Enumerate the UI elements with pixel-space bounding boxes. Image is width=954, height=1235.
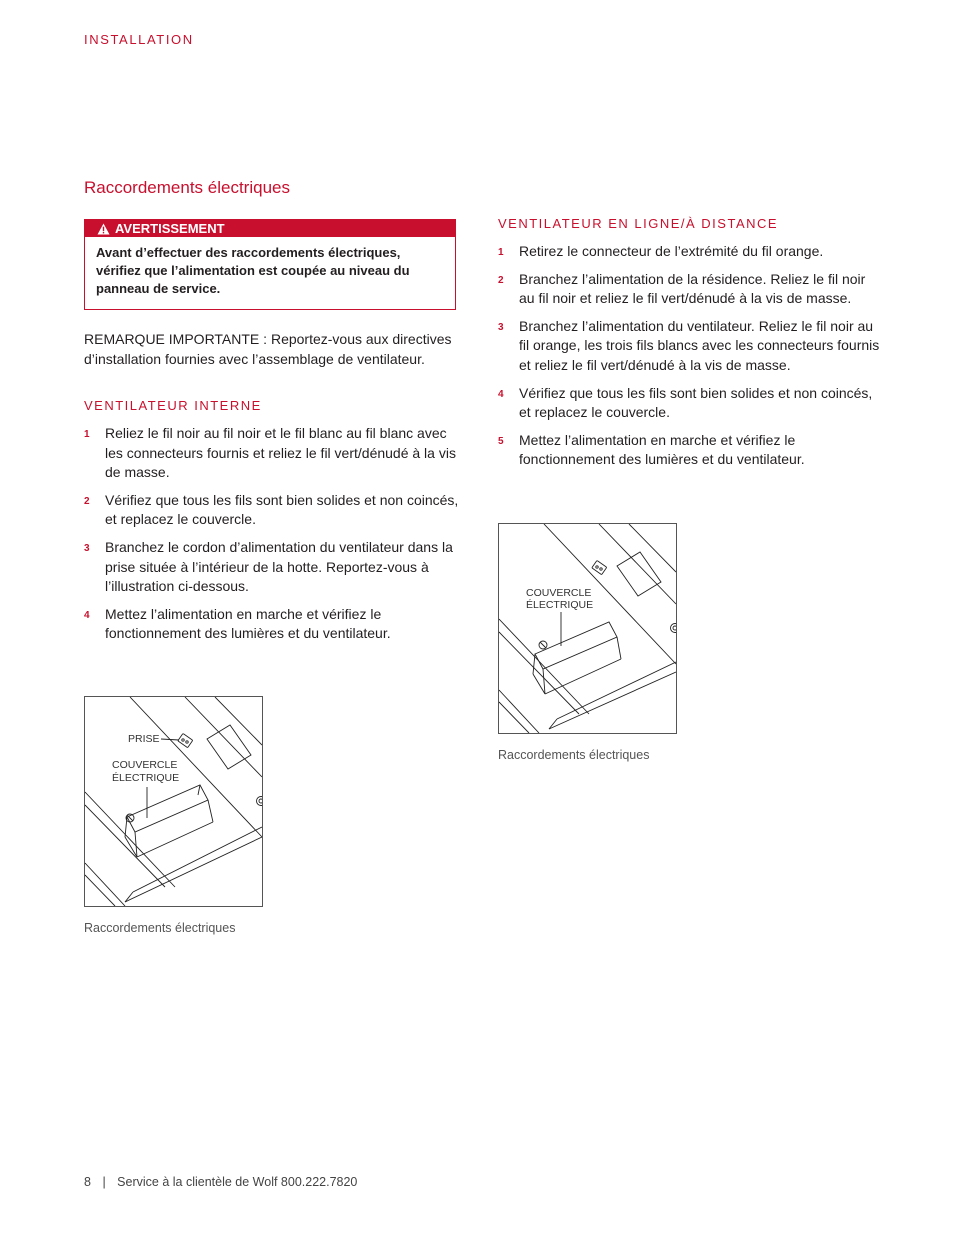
- step-number: 4: [498, 388, 504, 400]
- remote-fan-heading: VENTILATEUR EN LIGNE/À DISTANCE: [498, 216, 779, 231]
- footer-separator: |: [102, 1175, 106, 1189]
- note-text: Reportez-vous aux directives d’installation fournies avec l’assemblage de ventilateur.: [84, 331, 452, 367]
- outlet-label: PRISE: [128, 733, 160, 745]
- hood-wiring-drawing: [499, 524, 676, 733]
- list-item: [84, 605, 466, 644]
- remote-fan-steps: [498, 242, 880, 478]
- list-item: [84, 424, 466, 483]
- warning-triangle-icon: [97, 223, 110, 235]
- cover-label-line1: COUVERCLE: [112, 759, 178, 771]
- warning-text: Avant d’effectuer des raccordements électriques, vérifiez que l’alimentation est coupée au niveau du panneau de service.: [96, 245, 410, 296]
- step-number: 1: [84, 429, 90, 440]
- step-number: 3: [84, 542, 90, 554]
- cover-label-line2: ÉLECTRIQUE: [112, 772, 180, 784]
- step-number: 5: [498, 435, 504, 447]
- remote-figure-caption: Raccordements électriques: [498, 748, 650, 762]
- step-text: Mettez l’alimentation en marche et vérifiez le fonctionnement des lumières et du ventilateur.: [105, 605, 391, 642]
- step-number: 2: [84, 495, 90, 507]
- internal-fan-heading: VENTILATEUR INTERNE: [84, 398, 262, 413]
- warning-label: AVERTISSEMENT: [115, 221, 225, 236]
- warning-bar: [85, 220, 455, 237]
- list-item: [498, 242, 880, 262]
- running-header: INSTALLATION: [84, 32, 194, 47]
- list-item: [84, 538, 466, 597]
- step-text: Vérifiez que tous les fils sont bien solides et non coincés, et replacez le couvercle.: [105, 491, 459, 528]
- list-item: [498, 317, 880, 376]
- step-number: 2: [498, 274, 504, 286]
- step-number: 1: [498, 247, 504, 258]
- list-item: [84, 491, 466, 530]
- step-number: 3: [498, 321, 504, 333]
- step-text: Branchez le cordon d’alimentation du ventilateur dans la prise située à l’intérieur de la hotte. Reportez-vous à l’illustration ci-dessous.: [105, 538, 453, 595]
- internal-figure-caption: Raccordements électriques: [84, 921, 236, 935]
- page-footer: [84, 1175, 357, 1189]
- step-text: Vérifiez que tous les fils sont bien solides et non coincés, et replacez le couvercle.: [519, 384, 873, 421]
- internal-fan-illustration: [84, 696, 263, 907]
- step-number: 4: [84, 609, 90, 621]
- section-title: Raccordements électriques: [84, 178, 290, 197]
- note-label: REMARQUE IMPORTANTE :: [84, 331, 268, 347]
- list-item: [498, 431, 880, 470]
- step-text: Reliez le fil noir au fil noir et le fil blanc au fil blanc avec les connecteurs fournis et reliez le fil vert/dénudé à la vis de masse.: [105, 425, 456, 481]
- step-text: Branchez l’alimentation du ventilateur. Reliez le fil noir au fil orange, les trois fils blancs avec les connecteurs fournis et reliez le fil vert/dénudé à la vis de masse.: [519, 317, 880, 373]
- list-item: [498, 270, 880, 309]
- step-text: Branchez l’alimentation de la résidence. Reliez le fil noir au fil noir et reliez le fil vert/dénudé à la vis de masse.: [519, 270, 866, 307]
- step-text: Retirez le connecteur de l’extrémité du fil orange.: [519, 243, 824, 259]
- footer-text: Service à la clientèle de Wolf 800.222.7820: [117, 1175, 358, 1189]
- cover-label-line2: ÉLECTRIQUE: [526, 599, 594, 611]
- internal-fan-steps: [84, 424, 466, 652]
- remote-fan-illustration: [498, 523, 677, 734]
- warning-box: [84, 219, 456, 310]
- important-note: [84, 329, 464, 369]
- cover-label-line1: COUVERCLE: [526, 587, 592, 599]
- list-item: [498, 384, 880, 423]
- page-number: 8: [84, 1175, 91, 1189]
- hood-wiring-drawing: [85, 697, 262, 906]
- step-text: Mettez l’alimentation en marche et vérifiez le fonctionnement des lumières et du ventilateur.: [519, 431, 805, 468]
